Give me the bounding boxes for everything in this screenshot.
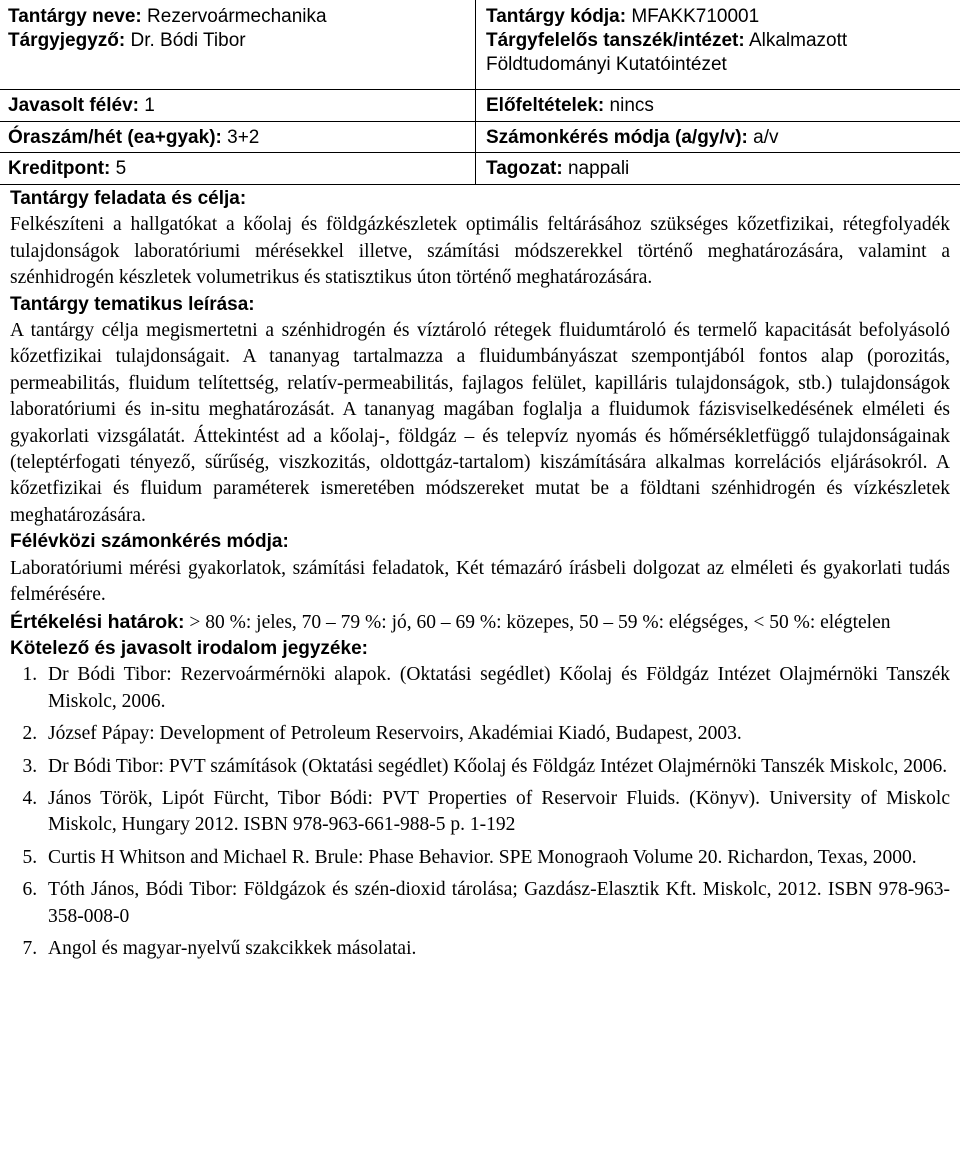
task-heading: Tantárgy feladata és célja:	[10, 188, 247, 209]
header-divider-1	[0, 89, 960, 90]
mode-label: Tagozat:	[486, 158, 563, 179]
credits: 5	[115, 158, 127, 179]
literature-item: 2. József Pápay: Development of Petroleum Reservoirs, Akadémiai Kiadó, Budapest, 2003.	[42, 721, 950, 747]
literature-heading: Kötelező és javasolt irodalom jegyzéke:	[10, 637, 368, 659]
exam: a/v	[753, 127, 779, 148]
coordinator: Dr. Bódi Tibor	[130, 30, 246, 51]
literature-item: 3. Dr Bódi Tibor: PVT számítások (Oktatási segédlet) Kőolaj és Földgáz Intézet Olajmérnöki Tanszék Miskolc, 2006.	[42, 754, 950, 780]
midterm-text: Laboratóriumi mérési gyakorlatok, számítási feladatok, Két témazáró írásbeli dolgozat az elméleti és gyakorlati tudás felmérésére.	[10, 557, 950, 606]
header-divider-3	[0, 152, 960, 153]
credits-cell	[8, 157, 473, 181]
task-text: Felkészíteni a hallgatókat a kőolaj és földgázkészletek optimális feltárásához szükséges kőzetfizikai, rétegfolyadék tulajdonságok laboratóriumi mérésekkel illetve, számítási módszerekkel történő meghatározására, valamint a szénhidrogén készletek volumetrikus és statisztikus úton történő meghatározására.	[10, 214, 950, 289]
course-body	[10, 186, 950, 962]
thematic-text: A tantárgy célja megismertetni a szénhidrogén és víztároló rétegek fluidumtároló és termelő kapacitását befolyásoló kőzetfizikai tulajdonságait. A tananyag tartalmazza a fluidumbányászat szempontjából fontos alap (porozitás, permeabilitás, fluidum telítettség, relatív-permeabilitás, fajlagos felület, kapilláris tulajdonságok, stb.) tulajdonságok laboratóriumi és in-situ meghatározását. A tananyag magában foglalja a fluidumok fázisviselkedésének elméleti és gyakorlati vizsgálatát. Áttekintést ad a kőolaj-, földgáz – és telepvíz nyomás és hőmérsékletfüggő tulajdonságainak (teleptérfogati tényező, sűrűség, viszkozitás, oldottgáz-tartalom) kiszámítására alkalmas korrelációs eljárásokról. A kőzetfizikai és fluidum paraméterek ismeretében módszereket mutat be a földtani szénhidrogén és vízkészletek meghatározására.	[10, 320, 950, 526]
exam-label: Számonkérés módja (a/gy/v):	[486, 127, 748, 148]
grading-paragraph	[10, 609, 950, 636]
mode: nappali	[567, 158, 630, 179]
hours-cell	[8, 126, 473, 150]
thematic-heading: Tantárgy tematikus leírása:	[10, 293, 255, 315]
grading-label: Értékelési határok:	[10, 610, 185, 633]
prereq-cell	[486, 94, 956, 118]
literature-item: 1. Dr Bódi Tibor: Rezervoármérnöki alapok. (Oktatási segédlet) Kőolaj és Földgáz Intézet Olajmérnöki Tanszék Miskolc, 2006.	[42, 662, 950, 715]
hours-label: Óraszám/hét (ea+gyak):	[8, 127, 222, 148]
mode-cell	[486, 157, 956, 181]
literature-item: 6. Tóth János, Bódi Tibor: Földgázok és szén-dioxid tárolása; Gazdász-Elasztik Kft. Miskolc, 2012. ISBN 978-963-358-008-0	[42, 877, 950, 930]
semester: 1	[144, 95, 155, 116]
code: MFAKK710001	[631, 6, 760, 27]
hours: 3+2	[227, 127, 260, 148]
subject-code-cell	[486, 5, 956, 77]
coordinator-label: Tárgyjegyző:	[8, 30, 126, 51]
prereq: nincs	[609, 95, 654, 116]
midterm-heading: Félévközi számonkérés módja:	[10, 531, 289, 553]
header-divider-2	[0, 121, 960, 122]
literature-item: 7. Angol és magyar-nyelvű szakcikkek másolatai.	[42, 936, 950, 962]
prereq-label: Előfeltételek:	[486, 95, 605, 116]
semester-cell	[8, 94, 473, 118]
literature-item: 4. János Török, Lipót Fürcht, Tibor Bódi: PVT Properties of Reservoir Fluids. (Könyv). University of Miskolc Miskolc, Hungary 2012. ISBN 978-963-661-988-5 p. 1-192	[42, 786, 950, 839]
dept: Alkalmazott Földtudományi Kutatóintézet	[486, 30, 848, 75]
literature-item: 5. Curtis H Whitson and Michael R. Brule: Phase Behavior. SPE Monograoh Volume 20. Richardon, Texas, 2000.	[42, 845, 950, 871]
subject-name-label: Tantárgy neve:	[8, 6, 142, 27]
subject-name: Rezervoármechanika	[147, 6, 327, 27]
credits-label: Kreditpont:	[8, 158, 111, 179]
header-column-divider	[475, 0, 476, 185]
code-label: Tantárgy kódja:	[486, 6, 627, 27]
header-divider-4	[0, 184, 960, 185]
semester-label: Javasolt félév:	[8, 95, 139, 116]
grading-text: > 80 %: jeles, 70 – 79 %: jó, 60 – 69 %: közepes, 50 – 59 %: elégséges, < 50 %: elégtelen	[189, 611, 891, 633]
exam-cell	[486, 126, 956, 150]
subject-name-cell	[8, 5, 473, 53]
dept-label: Tárgyfelelős tanszék/intézet:	[486, 30, 745, 51]
literature-list	[10, 662, 950, 962]
